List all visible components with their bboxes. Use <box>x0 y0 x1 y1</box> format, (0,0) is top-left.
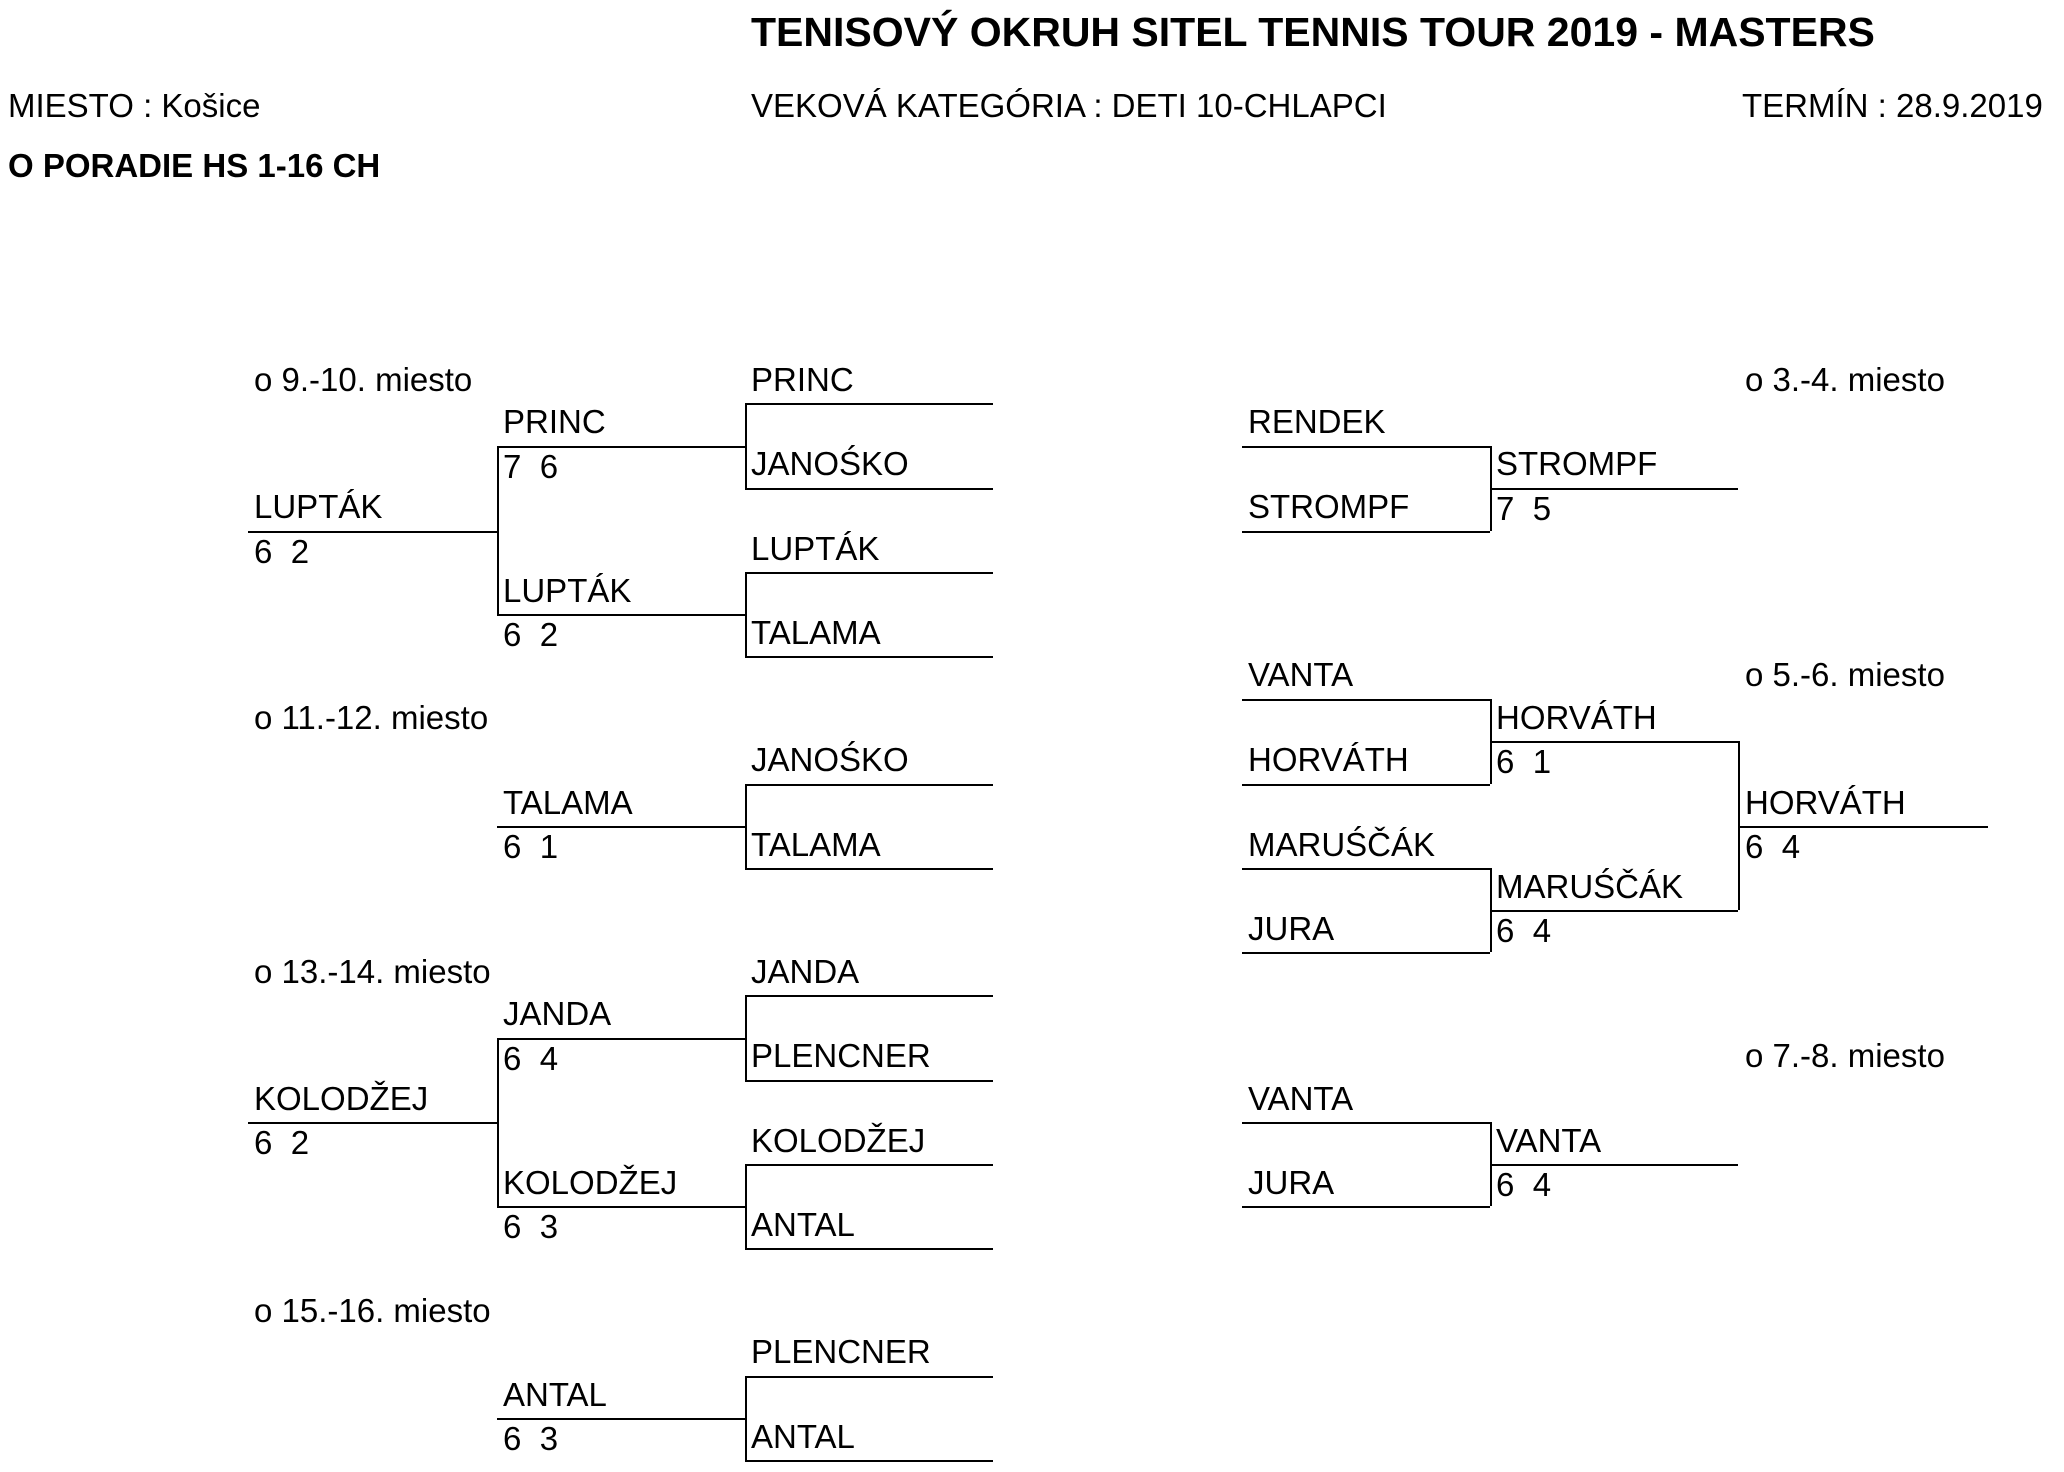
bracket-line <box>745 656 993 658</box>
player-name: JURA <box>1248 1164 1335 1201</box>
player-name: JANOŚKO <box>751 741 909 778</box>
match-score: 6 4 <box>1496 912 1552 949</box>
match-score: 6 2 <box>503 616 559 653</box>
bracket-line <box>1242 446 1490 448</box>
player-name: TALAMA <box>751 826 881 863</box>
bracket-label: o 15.-16. miesto <box>254 1292 491 1329</box>
bracket-line <box>1242 531 1490 533</box>
player-name: STROMPF <box>1248 488 1410 525</box>
bracket-line <box>1242 952 1490 954</box>
bracket-line <box>745 1248 993 1250</box>
player-name: KOLODŽEJ <box>751 1122 926 1159</box>
winner-name: LUPTÁK <box>503 572 632 609</box>
player-name: HORVÁTH <box>1248 741 1409 778</box>
bracket-label: o 11.-12. miesto <box>254 699 489 736</box>
bracket-label: o 7.-8. miesto <box>1745 1037 1945 1074</box>
winner-name: LUPTÁK <box>254 488 383 525</box>
player-name: MARUŚČÁK <box>1248 826 1436 863</box>
bracket-line <box>745 572 747 656</box>
winner-name: KOLODŽEJ <box>254 1080 429 1117</box>
bracket-line <box>745 868 993 870</box>
bracket-line <box>745 784 747 868</box>
bracket-label: o 9.-10. miesto <box>254 361 473 398</box>
bracket-line <box>745 403 993 405</box>
player-name: JURA <box>1248 910 1335 947</box>
player-name: TALAMA <box>751 614 881 651</box>
player-name: ANTAL <box>751 1206 855 1243</box>
match-score: 6 4 <box>1745 828 1801 865</box>
bracket-line <box>1242 1122 1490 1124</box>
winner-name: ANTAL <box>503 1376 607 1413</box>
bracket-line <box>745 995 747 1080</box>
player-name: JANOŚKO <box>751 445 909 482</box>
category-label: VEKOVÁ KATEGÓRIA : DETI 10-CHLAPCI <box>751 87 1387 124</box>
player-name: JANDA <box>751 953 860 990</box>
bracket-line <box>745 488 993 490</box>
bracket-line <box>745 1164 993 1166</box>
match-score: 7 5 <box>1496 490 1552 527</box>
player-name: RENDEK <box>1248 403 1386 440</box>
player-name: VANTA <box>1248 1080 1354 1117</box>
match-score: 6 2 <box>254 1124 310 1161</box>
winner-name: PRINC <box>503 403 606 440</box>
bracket-line <box>1242 699 1490 701</box>
bracket-line <box>745 1376 993 1378</box>
winner-name: KOLODŽEJ <box>503 1164 678 1201</box>
bracket-line <box>1242 784 1490 786</box>
location-label: MIESTO : Košice <box>8 87 261 124</box>
bracket-line <box>745 784 993 786</box>
match-score: 6 1 <box>1496 743 1552 780</box>
winner-name: VANTA <box>1496 1122 1602 1159</box>
winner-name: JANDA <box>503 995 612 1032</box>
player-name: LUPTÁK <box>751 530 880 567</box>
winner-name: STROMPF <box>1496 445 1658 482</box>
bracket-label: o 13.-14. miesto <box>254 953 491 990</box>
match-score: 6 4 <box>1496 1166 1552 1203</box>
bracket-line <box>745 995 993 997</box>
bracket-line <box>1242 868 1490 870</box>
player-name: ANTAL <box>751 1418 855 1455</box>
match-score: 6 4 <box>503 1040 559 1077</box>
date-label: TERMÍN : 28.9.2019 <box>1742 87 2043 124</box>
bracket-label: o 5.-6. miesto <box>1745 656 1945 693</box>
bracket-line <box>745 403 747 488</box>
bracket-line <box>497 1038 499 1206</box>
match-score: 6 1 <box>503 828 559 865</box>
player-name: PRINC <box>751 361 854 398</box>
winner-name: HORVÁTH <box>1496 699 1657 736</box>
player-name: PLENCNER <box>751 1333 931 1370</box>
winner-name: MARUŚČÁK <box>1496 868 1684 905</box>
match-score: 6 2 <box>254 533 310 570</box>
match-score: 6 3 <box>503 1208 559 1245</box>
bracket-line <box>497 446 499 614</box>
match-score: 6 3 <box>503 1420 559 1457</box>
page-title: TENISOVÝ OKRUH SITEL TENNIS TOUR 2019 - MASTERS <box>751 9 1875 55</box>
bracket-line <box>745 572 993 574</box>
winner-name: HORVÁTH <box>1745 784 1906 821</box>
draw-subtitle: O PORADIE HS 1-16 CH <box>8 147 381 184</box>
player-name: VANTA <box>1248 656 1354 693</box>
bracket-line <box>745 1164 747 1248</box>
winner-name: TALAMA <box>503 784 633 821</box>
bracket-line <box>1242 1206 1490 1208</box>
bracket-line <box>745 1376 747 1460</box>
bracket-label: o 3.-4. miesto <box>1745 361 1945 398</box>
match-score: 7 6 <box>503 448 559 485</box>
bracket-line <box>745 1080 993 1082</box>
bracket-line <box>745 1460 993 1462</box>
player-name: PLENCNER <box>751 1037 931 1074</box>
